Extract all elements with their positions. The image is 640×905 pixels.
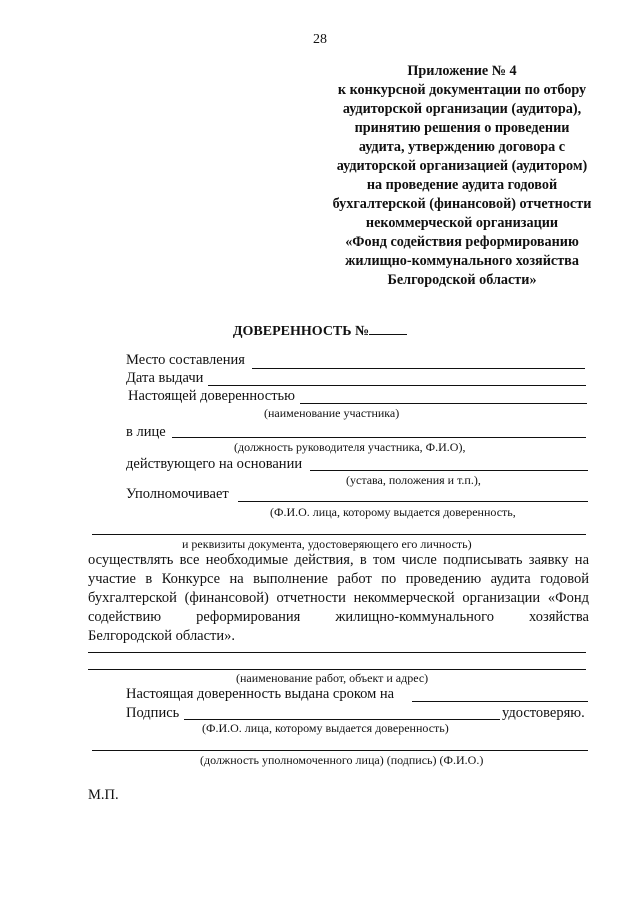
place-field[interactable] bbox=[252, 368, 585, 369]
document-title-text: ДОВЕРЕННОСТЬ № bbox=[232, 324, 370, 339]
authority-paragraph bbox=[88, 551, 589, 646]
place-label: Место составления bbox=[126, 352, 245, 368]
id-hint: и реквизиты документа, удостоверяющего его личность) bbox=[182, 537, 472, 551]
date-field[interactable] bbox=[208, 385, 586, 386]
head-field[interactable] bbox=[172, 437, 586, 438]
date-label: Дата выдачи bbox=[126, 370, 204, 386]
works-field-2[interactable] bbox=[88, 669, 586, 670]
appendix-line: Приложение № 4 bbox=[407, 63, 517, 79]
term-field[interactable] bbox=[412, 701, 588, 702]
appendix-line: аудиторской организацией (аудитором) bbox=[336, 158, 588, 174]
appendix-line: аудиторской организации (аудитора), bbox=[342, 101, 582, 117]
number-blank[interactable] bbox=[369, 322, 407, 335]
appendix-line: жилищно-коммунального хозяйства bbox=[345, 253, 579, 269]
this-power-label: Настоящей доверенностью bbox=[128, 388, 295, 404]
appendix-line: аудита, утверждению договора с bbox=[358, 139, 566, 155]
stamp-place: М.П. bbox=[88, 787, 119, 803]
paragraph-line: осуществлять все необходимые действия, в том числе подписывать заявку на bbox=[88, 552, 589, 568]
in-person-label: в лице bbox=[126, 424, 166, 440]
term-label: Настоящая доверенность выдана сроком на bbox=[126, 686, 395, 702]
appendix-line: Белгородской области» bbox=[387, 272, 537, 288]
basis-field[interactable] bbox=[310, 470, 588, 471]
basis-hint: (устава, положения и т.п.), bbox=[346, 473, 481, 487]
signature-field[interactable] bbox=[184, 719, 500, 720]
official-field[interactable] bbox=[92, 750, 588, 751]
appendix-line: на проведение аудита годовой bbox=[366, 177, 558, 193]
official-hint: (должность уполномоченного лица) (подпись) (Ф.И.О.) bbox=[200, 753, 484, 767]
page-number: 28 bbox=[313, 32, 327, 47]
works-field-1[interactable] bbox=[88, 652, 586, 653]
appendix-line: некоммерческой организации bbox=[365, 215, 559, 231]
paragraph-line: Белгородской области». bbox=[88, 628, 236, 644]
participant-field[interactable] bbox=[300, 403, 587, 404]
appendix-line: бухгалтерской (финансовой) отчетности bbox=[332, 196, 592, 212]
appendix-line: принятию решения о проведении bbox=[354, 120, 570, 136]
acting-label: действующего на основании bbox=[126, 456, 303, 472]
trustee-field[interactable] bbox=[238, 501, 588, 502]
document-title bbox=[0, 322, 640, 340]
appendix-line: «Фонд содействия реформированию bbox=[345, 234, 579, 250]
signer-hint: (Ф.И.О. лица, которому выдается доверенность) bbox=[202, 721, 449, 735]
paragraph-line: содействию реформирования жилищно-коммунального хозяйства bbox=[88, 609, 589, 625]
trustee-hint: (Ф.И.О. лица, которому выдается доверенность, bbox=[270, 505, 516, 519]
trustee-id-field[interactable] bbox=[92, 534, 586, 535]
participant-hint: (наименование участника) bbox=[264, 406, 400, 420]
appendix-line: к конкурсной документации по отбору bbox=[337, 82, 587, 98]
works-hint: (наименование работ, объект и адрес) bbox=[236, 671, 429, 685]
appendix-header bbox=[292, 62, 632, 290]
paragraph-line: участие в Конкурсе на выполнение работ по проведению аудита годовой bbox=[88, 571, 589, 587]
signature-label: Подпись bbox=[126, 705, 180, 721]
head-hint: (должность руководителя участника, Ф.И.О), bbox=[234, 440, 466, 454]
paragraph-line: бухгалтерской (финансовой) отчетности некоммерческой организации «Фонд bbox=[88, 590, 589, 606]
certify-label: удостоверяю. bbox=[502, 705, 585, 721]
authorizes-label: Уполномочивает bbox=[126, 486, 229, 502]
